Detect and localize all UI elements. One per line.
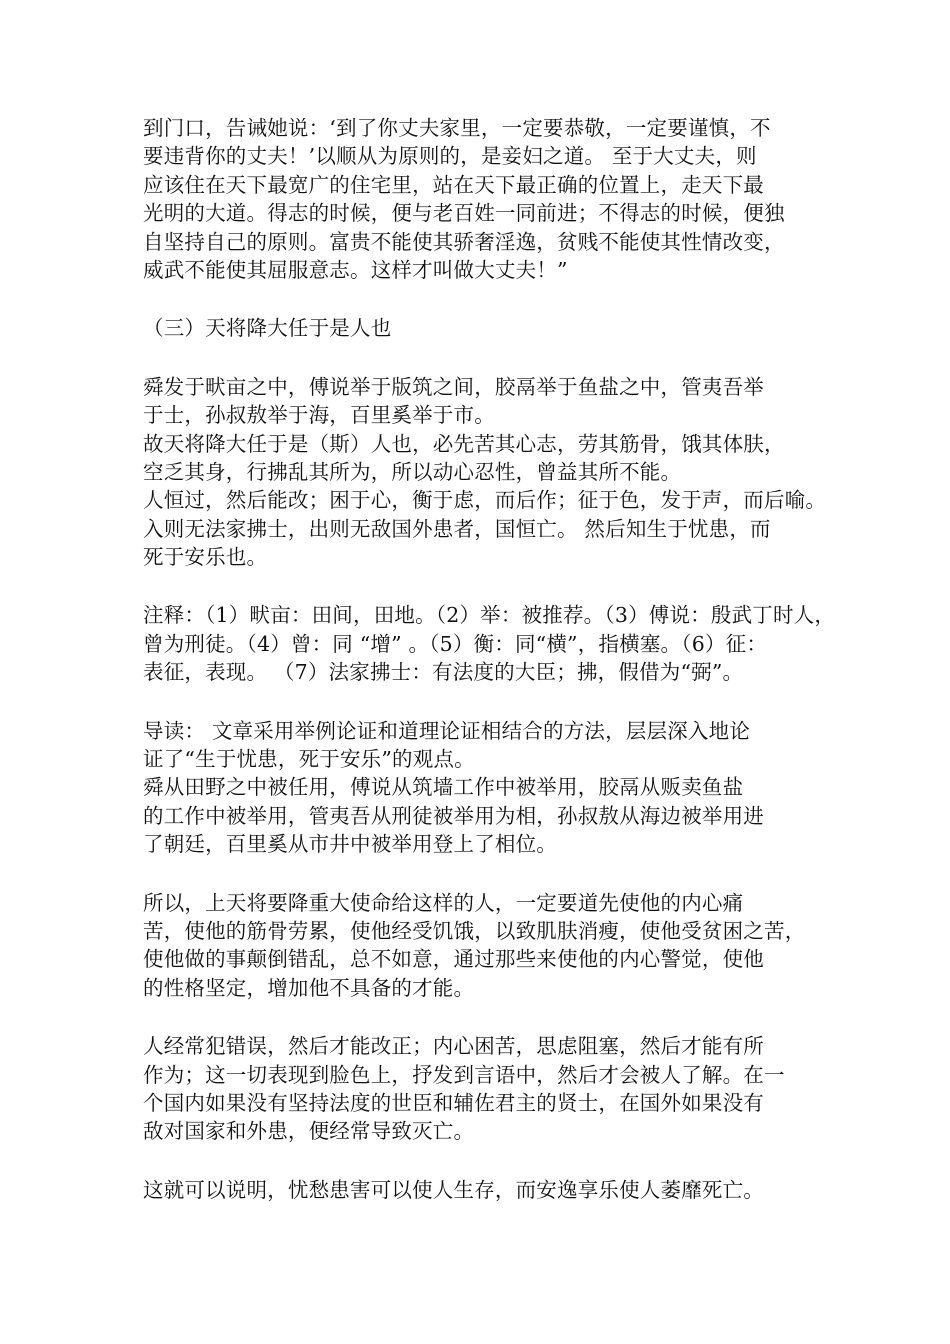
- text-line: 个国内如果没有坚持法度的世臣和辅佐君主的贤士，在国外如果没有: [143, 1090, 764, 1115]
- paragraph-original-text: [143, 373, 830, 572]
- text-line: 入则无法家拂士，出则无敌国外患者，国恒亡。 然后知生于忧患，而: [143, 516, 771, 541]
- text-line: 的性格坚定，增加他不具备的才能。: [143, 975, 475, 1000]
- text-line: 导读： 文章采用举例论证和道理论证相结合的方法，层层深入地论: [143, 718, 751, 743]
- text-line: 人经常犯错误，然后才能改正；内心困苦，思虑阻塞，然后才能有所: [143, 1034, 764, 1059]
- text-line: 了朝廷，百里奚从市井中被举用登上了相位。: [143, 832, 557, 857]
- text-line: 曾为刑徒。（4）曾：同 “增” 。（5）衡：同“横”，指横塞。（6）征：: [143, 631, 768, 656]
- text-line: 注释：（1）畎亩：田间，田地。（2）举：被推荐。（3）傅说：殷武丁时人，: [143, 603, 836, 628]
- paragraph-continuation: [143, 114, 830, 284]
- text-line: 自坚持自己的原则。富贵不能使其骄奢淫逸，贫贱不能使其性情改变，: [143, 229, 785, 254]
- text-line: 空乏其身，行拂乱其所为，所以动心忍性，曾益其所不能。: [143, 459, 682, 484]
- paragraph-gap: [143, 571, 830, 601]
- paragraph-gap: [143, 343, 830, 373]
- paragraph-guide-3: [143, 1032, 830, 1146]
- text-line: 所以，上天将要降重大使命给这样的人，一定要道先使他的内心痛: [143, 890, 744, 915]
- paragraph-gap: [143, 1146, 830, 1176]
- text-line: 苦，使他的筋骨劳累，使他经受饥饿，以致肌肤消瘦，使他受贫困之苦，: [143, 918, 806, 943]
- text-line: 人恒过，然后能改；困于心，衡于虑，而后作；征于色，发于声，而后喻。: [143, 488, 827, 513]
- paragraph-gap: [143, 859, 830, 889]
- text-line: 光明的大道。得志的时候，便与老百姓一同前进；不得志的时候，便独: [143, 201, 785, 226]
- text-line: 这就可以说明，忧愁患害可以使人生存，而安逸享乐使人萎靡死亡。: [143, 1177, 764, 1202]
- text-line: 应该住在天下最宽广的住宅里，站在天下最正确的位置上，走天下最: [143, 172, 764, 197]
- text-line: 作为；这一切表现到脸色上，抒发到言语中，然后才会被人了解。在一: [143, 1062, 785, 1087]
- paragraph-gap: [143, 687, 830, 717]
- text-line: 死于安乐也。: [143, 545, 268, 570]
- paragraph-guide-4: [143, 1176, 830, 1204]
- paragraph-gap: [143, 284, 830, 314]
- text-line: 表征，表现。 （7）法家拂士：有法度的大臣；拂，假借为“弼”。: [143, 660, 744, 685]
- text-line: 舜从田野之中被任用，傅说从筑墙工作中被举用，胶鬲从贩卖鱼盐: [143, 775, 744, 800]
- text-line: 到门口，告诫她说：‘到了你丈夫家里，一定要恭敬，一定要谨慎，不: [143, 116, 771, 140]
- text-line: 要违背你的丈夫！’以顺从为原则的，是妾妇之道。 至于大丈夫，则: [143, 144, 757, 169]
- text-line: 故天将降大任于是（斯）人也，必先苦其心志，劳其筋骨，饿其体肤，: [143, 431, 785, 456]
- text-line: 证了“生于忧患，死于安乐”的观点。: [143, 747, 475, 772]
- text-line: 舜发于畎亩之中，傅说举于版筑之间，胶鬲举于鱼盐之中，管夷吾举: [143, 374, 764, 399]
- paragraph-guide-2: [143, 889, 830, 1003]
- text-line: 于士，孙叔敖举于海，百里奚举于市。: [143, 403, 495, 428]
- paragraph-guide-intro: [143, 717, 830, 859]
- text-line: 敌对国家和外患，便经常导致灭亡。: [143, 1119, 475, 1144]
- paragraph-notes: [143, 601, 836, 686]
- text-line: 使他做的事颠倒错乱，总不如意，通过那些来使他的内心警觉，使他: [143, 947, 764, 972]
- text-line: 的工作中被举用，管夷吾从刑徒被举用为相，孙叔敖从海边被举用进: [143, 803, 764, 828]
- section-heading-text: （三）天将降大任于是人也: [143, 316, 392, 341]
- section-heading: [143, 314, 830, 342]
- text-line: 威武不能使其屈服意志。这样才叫做大丈夫！”: [143, 257, 568, 282]
- paragraph-gap: [143, 1002, 830, 1032]
